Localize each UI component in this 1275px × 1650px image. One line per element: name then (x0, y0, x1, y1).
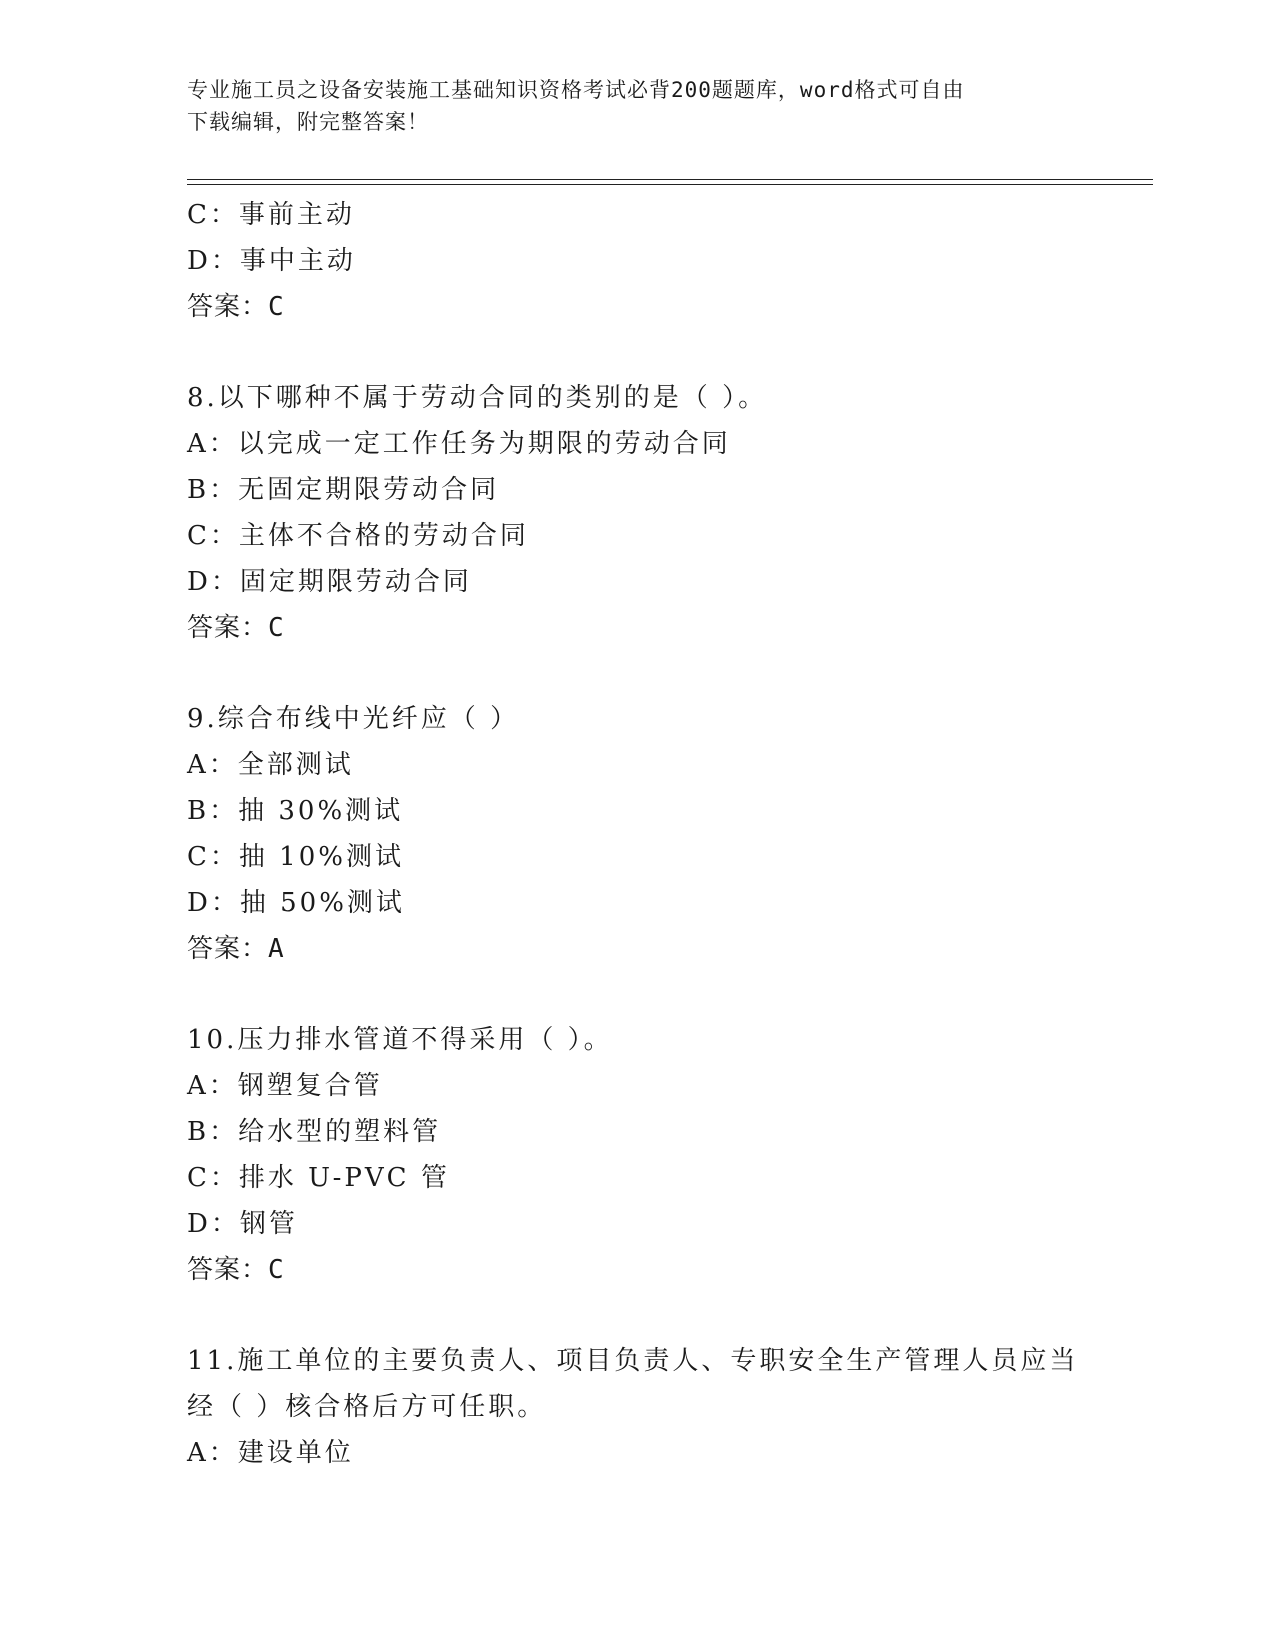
answer-line: 答案：C (187, 1255, 285, 1285)
spacer (187, 972, 1087, 1017)
question-7-continued (187, 192, 1087, 330)
option-a: A：以完成一定工作任务为期限的劳动合同 (187, 429, 731, 459)
option-b: B：抽 30%测试 (187, 796, 404, 826)
option-b: B：给水型的塑料管 (187, 1117, 442, 1147)
option-d: D：事中主动 (187, 246, 356, 276)
question-title: 10.压力排水管道不得采用（ ）。 (187, 1025, 613, 1055)
option-c: C：排水 U-PVC 管 (187, 1163, 450, 1193)
question-title-line-2: 经（ ）核合格后方可任职。 (187, 1392, 547, 1422)
question-8 (187, 375, 1087, 651)
answer-line: 答案：C (187, 613, 285, 643)
header-line-1: 专业施工员之设备安装施工基础知识资格考试必背200题题库，word格式可自由 (187, 78, 965, 102)
spacer (187, 651, 1087, 696)
option-d: D：抽 50%测试 (187, 888, 405, 918)
spacer (187, 1293, 1087, 1338)
question-title-line-1: 11.施工单位的主要负责人、项目负责人、专职安全生产管理人员应当 (187, 1346, 1079, 1376)
spacer (187, 330, 1087, 375)
option-c: C：抽 10%测试 (187, 842, 404, 872)
answer-line: 答案：C (187, 292, 285, 322)
option-b: B：无固定期限劳动合同 (187, 475, 500, 505)
question-11 (187, 1338, 1087, 1476)
header-divider-bottom (187, 184, 1153, 185)
option-a: A：全部测试 (187, 750, 354, 780)
question-title: 8.以下哪种不属于劳动合同的类别的是（ ）。 (187, 383, 768, 413)
document-header (187, 74, 1087, 138)
option-c: C：主体不合格的劳动合同 (187, 521, 529, 551)
question-9 (187, 696, 1087, 972)
question-10 (187, 1017, 1087, 1293)
question-title: 9.综合布线中光纤应（ ） (187, 704, 520, 734)
header-line-2: 下载编辑，附完整答案！ (187, 110, 429, 134)
option-d: D：钢管 (187, 1209, 298, 1239)
option-a: A：建设单位 (187, 1438, 354, 1468)
option-a: A：钢塑复合管 (187, 1071, 383, 1101)
answer-line: 答案：A (187, 934, 285, 964)
question-list (187, 192, 1087, 1476)
option-c: C：事前主动 (187, 200, 355, 230)
header-divider-top (187, 179, 1153, 180)
option-d: D：固定期限劳动合同 (187, 567, 472, 597)
